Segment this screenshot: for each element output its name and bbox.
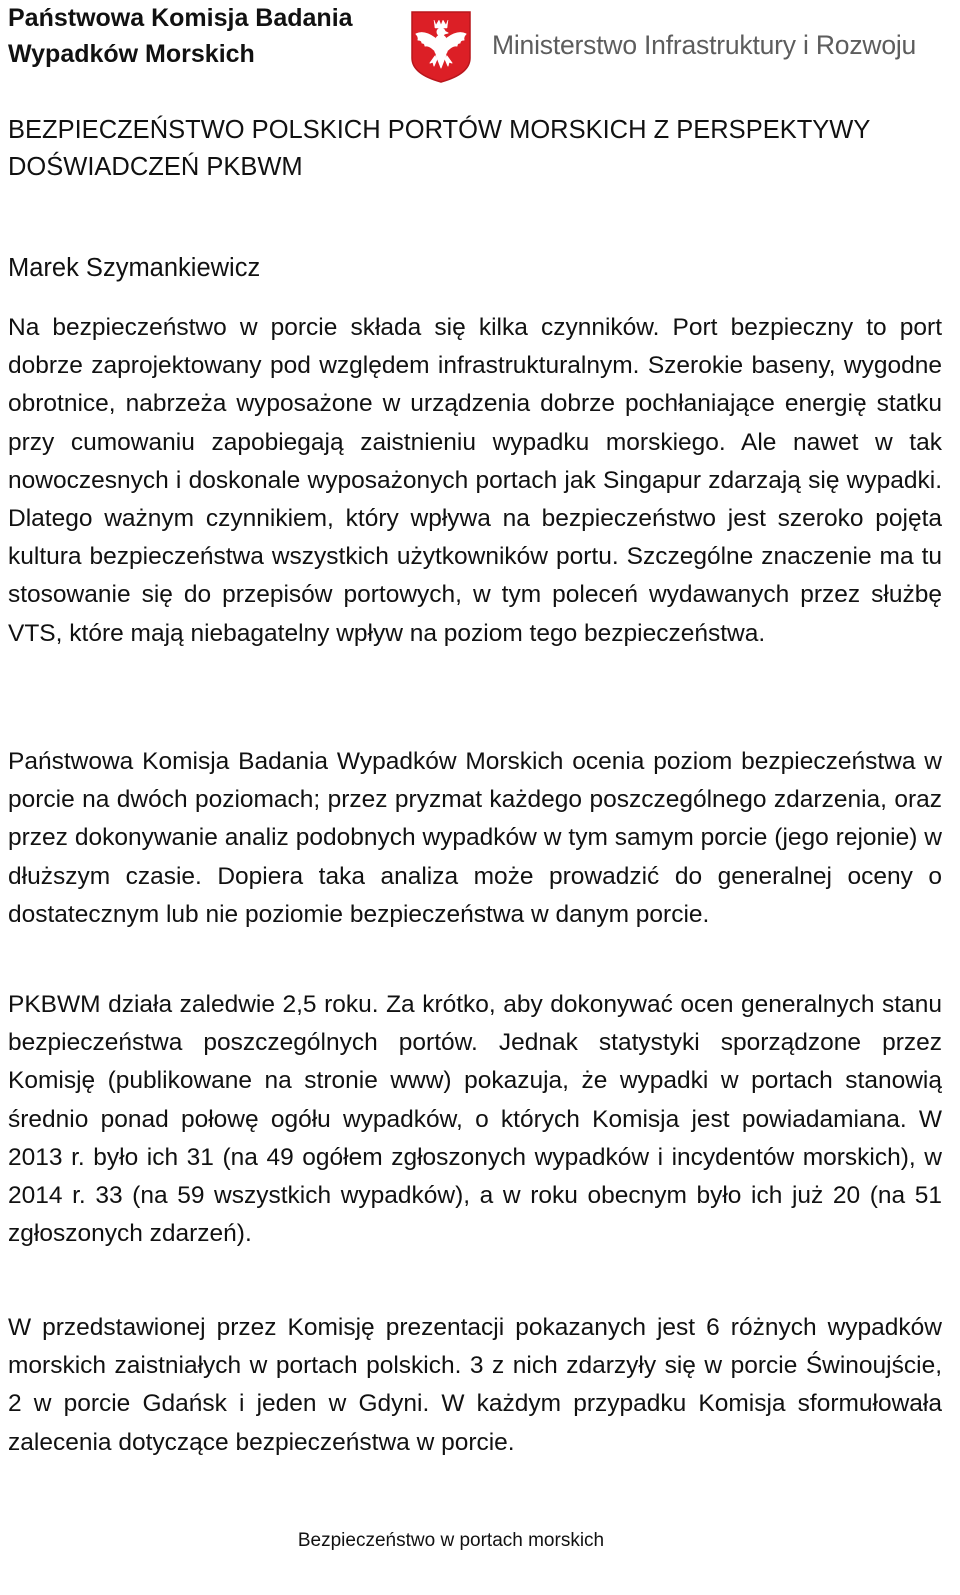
organization-name-line1: Państwowa Komisja Badania: [8, 4, 353, 32]
author-name: Marek Szymankiewicz: [8, 254, 261, 282]
document-title: BEZPIECZEŃSTWO POLSKICH PORTÓW MORSKICH Z PERSPEKTYWY DOŚWIADCZEŃ PKBWM: [8, 116, 870, 181]
paragraph-3: PKBWM działa zaledwie 2,5 roku. Za krótko, aby dokonywać ocen generalnych stanu bezpieczeństwa poszczególnych portów. Jednak statystyki sporządzone przez Komisję (publikowane na stronie www) pokazuja, że wypadki w portach stanowią średnio ponad połowę ogółu wypadków, o których Komisja jest powiadamiana. W 2013 r. było ich 31 (na 49 ogółem zgłoszonych wypadków i incydentów morskich), w 2014 r. 33 (na 59 wszystkich wypadków), a w roku obecnym było ich już 20 (na 51 zgłoszonych zdarzeń).: [8, 991, 942, 1248]
ministry-name: Ministerstwo Infrastruktury i Rozwoju: [492, 30, 917, 60]
paragraph-2: Państwowa Komisja Badania Wypadków Morskich ocenia poziom bezpieczeństwa w porcie na dwóch poziomach; przez pryzmat każdego poszczególnego zdarzenia, oraz przez dokonywanie analiz podobnych wypadków w tym samym porcie (jego rejonie) w dłuższym czasie. Dopiera taka analiza może prowadzić do generalnej oceny o dostatecznym lub nie poziomie bezpieczeństwa w danym porcie.: [8, 748, 942, 928]
polish-eagle-crest-icon: [410, 10, 472, 84]
paragraph-1: Na bezpieczeństwo w porcie składa się kilka czynników. Port bezpieczny to port dobrze zaprojektowany pod względem infrastrukturalnym. Szerokie baseny, wygodne obrotnice, nabrzeża wyposażone w urządzenia dobrze pochłaniające energię statku przy cumowaniu zapobiegają zaistnieniu wypadku morskiego. Ale nawet w tak nowoczesnych i doskonale wyposażonych portach jak Singapur zdarzają się wypadki. Dlatego ważnym czynnikiem, który wpływa na bezpieczeństwo jest szeroko pojęta kultura bezpieczeństwa wszystkich użytkowników portu. Szczególne znaczenie ma tu stosowanie się do przepisów portowych, w tym poleceń wydawanych przez służbę VTS, które mają niebagatelny wpływ na poziom tego bezpieczeństwa.: [8, 314, 942, 647]
page-header: [0, 0, 960, 90]
page-footer: Bezpieczeństwo w portach morskich: [297, 1530, 605, 1551]
organization-name-line2: Wypadków Morskich: [8, 40, 255, 68]
paragraph-4: W przedstawionej przez Komisję prezentacji pokazanych jest 6 różnych wypadków morskich zaistniałych w portach polskich. 3 z nich zdarzyły się w porcie Świnoujście, 2 w porcie Gdańsk i jeden w Gdyni. W każdym przypadku Komisja sformułowała zalecenia dotyczące bezpieczeństwa w porcie.: [8, 1314, 942, 1456]
organization-name: [8, 0, 353, 72]
